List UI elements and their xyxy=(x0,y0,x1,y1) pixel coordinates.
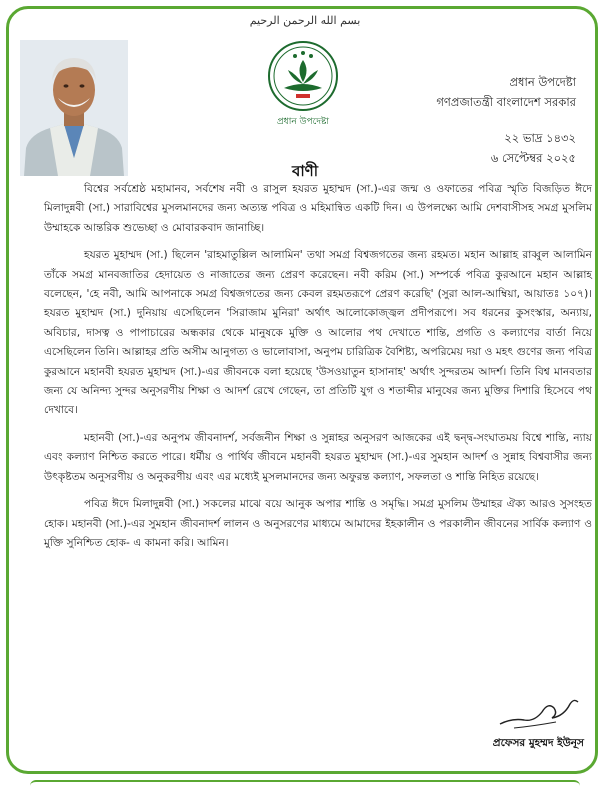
signature-icon xyxy=(494,690,584,732)
office-government: গণপ্রজাতন্ত্রী বাংলাদেশ সরকার xyxy=(436,95,576,109)
message-paragraph: মহানবী (সা.)-এর অনুপম জীবনাদর্শ, সর্বজনীন শিক্ষা ও সুন্নাহর অনুসরণ আজকের এই দ্বন্দ্ব-সংঘাতময় বিশ্বে শান্তি, ন্যায় এবং কল্যাণ নিশ্চিত করতে পারে। ধর্মীয় ও পার্থিব জীবনে মহানবী হযরত মুহাম্মদ (সা.)-এর সুমহান আদর্শ ও সুন্নাহ বিশ্ববাসীর জন্য উৎকৃষ্টতম অনুসরণীয় ও অনুকরণীয় এবং এর মধ্যেই মুসলমানদের জন্য অফুরন্ত কল্যাণ, সফলতা ও শান্তি নিহিত রয়েছে। xyxy=(44,431,592,483)
portrait-illustration xyxy=(20,40,128,176)
signatory-name: প্রফেসর মুহম্মদ ইউনূস xyxy=(492,737,584,749)
bangladesh-emblem-icon xyxy=(266,40,340,112)
government-emblem xyxy=(266,40,340,127)
message-title: বাণী xyxy=(291,162,319,180)
bismillah-calligraphy: بسم الله الرحمن الرحيم xyxy=(249,14,361,27)
message-body xyxy=(44,180,592,561)
next-page-edge xyxy=(30,780,580,788)
message-paragraph: পবিত্র ঈদে মিলাদুন্নবী (সা.) সকলের মাঝে বয়ে আনুক অপার শান্তি ও সমৃদ্ধি। সমগ্র মুসলিম উম্মাহর ঐক্য আরও সুসংহত হোক। মহানবী (সা.)-এর সুমহান জীবনাদর্শ লালন ও অনুসরণের মাধ্যমে আমাদের ইহকালীন ও পরকালীন জীবনের সার্বিক কল্যাণ ও মুক্তি সুনিশ্চিত হোক- এ কামনা করি। আমিন। xyxy=(44,498,592,549)
message-paragraph: হযরত মুহাম্মদ (সা.) ছিলেন 'রাহমাতুল্লিল আলামিন' তথা সমগ্র বিশ্বজগতের জন্য রহমত। মহান আল্লাহ রাব্বুল আলামিন তাঁকে সমগ্র মানবজাতির হেদায়েত ও নাজাতের জন্য প্রেরণ করেছেন। নবী করিম (সা.) সম্পর্কে পবিত্র কুরআনে মহান আল্লাহ বলেছেন, 'হে নবী, আমি আপনাকে সমগ্র বিশ্বজগতের জন্য কেবল রহমতরূপে প্রেরণ করেছি' (সুরা আল-আম্বিয়া, আয়াতঃ ১০৭)। হযরত মুহাম্মদ (সা.) দুনিয়ায় এসেছিলেন 'সিরাজাম মুনিরা' অর্থাৎ আলোকোজ্জ্বল প্রদীপরূপে। সব ধরনের কুসংস্কার, অন্যায়, অবিচার, দাসত্ব ও পাপাচারের অন্ধকার থেকে মানুষকে মুক্তি ও আলোর পথ দেখাতে শান্তি, প্রগতি ও কল্যাণের বার্তা নিয়ে এসেছিলেন তিনি। আল্লাহর প্রতি অসীম আনুগত্য ও ভালোবাসা, অনুপম চারিত্রিক বৈশিষ্ট্য, অপরিমেয় দয়া ও মহৎ গুণের জন্য পবিত্র কুরআনে মহানবী হযরত মুহাম্মদ (সা.)-এর জীবনকে বলা হয়েছে 'উসওয়াতুন হাসানাহ' অর্থাৎ সুন্দরতম আদর্শ। তিনি বিশ্ব মানবতার জন্য যে অনিন্দ্য সুন্দর অনুসরণীয় শিক্ষা ও আদর্শ রেখে গেছেন, তা প্রতিটি যুগ ও শতাব্দীর মানুষের জন্য মুক্তির দিশারি হিসেবে পথ দেখাবে। xyxy=(44,249,592,417)
office-title: প্রধান উপদেষ্টা xyxy=(509,75,576,89)
portrait-photo xyxy=(20,40,128,176)
office-block xyxy=(436,72,576,112)
emblem-caption: প্রধান উপদেষ্টা xyxy=(276,117,330,127)
message-paragraph: বিশ্বের সর্বশ্রেষ্ঠ মহামানব, সর্বশেষ নবী ও রাসুল হযরত মুহাম্মদ (সা.)-এর জন্ম ও ওফাতের পবিত্র স্মৃতি বিজড়িত ঈদে মিলাদুন্নবী (সা.) সারাবিশ্বের মুসলমানদের জন্য অত্যন্ত পবিত্র ও মহিমান্বিত একটি দিন। এ উপলক্ষ্যে আমি দেশবাসীসহ সমগ্র মুসলিম উম্মাহকে আন্তরিক শুভেচ্ছা ও মোবারকবাদ জানাচ্ছি। xyxy=(44,183,592,234)
date-gregorian: ৬ সেপ্টেম্বর ২০২৫ xyxy=(490,151,576,165)
handwritten-signature xyxy=(494,690,584,732)
date-bengali: ২২ ভাদ্র ১৪৩২ xyxy=(504,131,576,145)
